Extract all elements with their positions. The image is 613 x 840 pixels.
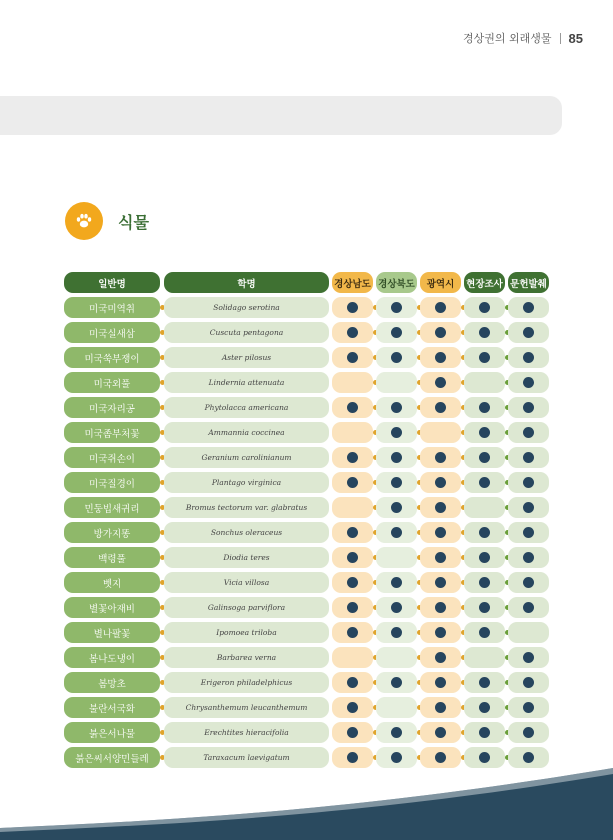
common-name-cell: 미국질경이 bbox=[64, 472, 160, 493]
table-row bbox=[64, 495, 552, 520]
presence-dot bbox=[347, 677, 358, 688]
species-table bbox=[64, 270, 552, 770]
col-header-gyeongbuk: 경상북도 bbox=[376, 272, 417, 293]
presence-dot bbox=[479, 402, 490, 413]
presence-dot bbox=[391, 452, 402, 463]
presence-dot bbox=[391, 602, 402, 613]
mark-cell-gyeongnam bbox=[332, 347, 373, 368]
mark-cell-metro-city bbox=[420, 447, 461, 468]
scientific-name-cell: Geranium carolinianum bbox=[164, 447, 329, 468]
presence-dot bbox=[523, 427, 534, 438]
presence-dot bbox=[435, 477, 446, 488]
presence-dot bbox=[523, 702, 534, 713]
mark-cell-gyeongbuk bbox=[376, 572, 417, 593]
mark-cell-gyeongnam bbox=[332, 422, 373, 443]
presence-dot bbox=[347, 527, 358, 538]
common-name-cell: 민둥빕새귀리 bbox=[64, 497, 160, 518]
mark-cell-metro-city bbox=[420, 522, 461, 543]
mark-cell-literature bbox=[508, 622, 549, 643]
presence-dot bbox=[435, 452, 446, 463]
table-body bbox=[64, 295, 552, 770]
mark-cell-literature bbox=[508, 297, 549, 318]
col-header-field-survey: 현장조사 bbox=[464, 272, 505, 293]
common-name-cell: 백령풀 bbox=[64, 547, 160, 568]
presence-dot bbox=[347, 602, 358, 613]
mark-cell-literature bbox=[508, 347, 549, 368]
mark-cell-literature bbox=[508, 597, 549, 618]
presence-dot bbox=[435, 527, 446, 538]
mark-cell-gyeongnam bbox=[332, 372, 373, 393]
presence-dot bbox=[435, 352, 446, 363]
presence-dot bbox=[435, 502, 446, 513]
presence-dot bbox=[479, 702, 490, 713]
mark-cell-gyeongbuk bbox=[376, 447, 417, 468]
scientific-name-cell: Barbarea verna bbox=[164, 647, 329, 668]
presence-dot bbox=[523, 727, 534, 738]
mark-cell-gyeongnam bbox=[332, 322, 373, 343]
mark-cell-metro-city bbox=[420, 372, 461, 393]
common-name-cell: 봄망초 bbox=[64, 672, 160, 693]
presence-dot bbox=[347, 702, 358, 713]
common-name-cell: 별나팔꽃 bbox=[64, 622, 160, 643]
mark-cell-metro-city bbox=[420, 647, 461, 668]
mark-cell-literature bbox=[508, 572, 549, 593]
mark-cell-literature bbox=[508, 397, 549, 418]
mark-cell-metro-city bbox=[420, 672, 461, 693]
presence-dot bbox=[347, 327, 358, 338]
table-row bbox=[64, 545, 552, 570]
presence-dot bbox=[523, 677, 534, 688]
mark-cell-gyeongnam bbox=[332, 597, 373, 618]
presence-dot bbox=[479, 627, 490, 638]
mark-cell-field-survey bbox=[464, 622, 505, 643]
scientific-name-cell: Erechtites hieracifolia bbox=[164, 722, 329, 743]
scientific-name-cell: Galinsoga parviflora bbox=[164, 597, 329, 618]
scientific-name-cell: Vicia villosa bbox=[164, 572, 329, 593]
table-header-row bbox=[64, 270, 552, 295]
mark-cell-gyeongnam bbox=[332, 697, 373, 718]
scientific-name-cell: Taraxacum laevigatum bbox=[164, 747, 329, 768]
presence-dot bbox=[435, 377, 446, 388]
presence-dot bbox=[391, 527, 402, 538]
mark-cell-metro-city bbox=[420, 297, 461, 318]
mark-cell-gyeongnam bbox=[332, 297, 373, 318]
table-row bbox=[64, 620, 552, 645]
presence-dot bbox=[435, 602, 446, 613]
mark-cell-field-survey bbox=[464, 447, 505, 468]
running-title: 경상권의 외래생물 bbox=[463, 32, 552, 45]
mark-cell-literature bbox=[508, 322, 549, 343]
table-row bbox=[64, 320, 552, 345]
mark-cell-literature bbox=[508, 522, 549, 543]
mark-cell-field-survey bbox=[464, 397, 505, 418]
presence-dot bbox=[347, 552, 358, 563]
paw-icon bbox=[65, 202, 103, 240]
section-title: 식물 bbox=[118, 213, 149, 232]
presence-dot bbox=[391, 577, 402, 588]
presence-dot bbox=[347, 577, 358, 588]
table-row bbox=[64, 520, 552, 545]
scientific-name-cell: Bromus tectorum var. glabratus bbox=[164, 497, 329, 518]
mark-cell-gyeongnam bbox=[332, 647, 373, 668]
mark-cell-literature bbox=[508, 422, 549, 443]
mark-cell-field-survey bbox=[464, 472, 505, 493]
mark-cell-gyeongbuk bbox=[376, 372, 417, 393]
presence-dot bbox=[435, 702, 446, 713]
mark-cell-gyeongbuk bbox=[376, 672, 417, 693]
presence-dot bbox=[391, 627, 402, 638]
common-name-cell: 벳지 bbox=[64, 572, 160, 593]
presence-dot bbox=[523, 452, 534, 463]
table-row bbox=[64, 470, 552, 495]
common-name-cell: 미국실새삼 bbox=[64, 322, 160, 343]
presence-dot bbox=[391, 502, 402, 513]
table-row bbox=[64, 345, 552, 370]
presence-dot bbox=[523, 577, 534, 588]
section-banner bbox=[0, 96, 562, 135]
table-row bbox=[64, 445, 552, 470]
mark-cell-gyeongbuk bbox=[376, 472, 417, 493]
common-name-cell: 미국쑥부쟁이 bbox=[64, 347, 160, 368]
mark-cell-gyeongnam bbox=[332, 622, 373, 643]
mark-cell-literature bbox=[508, 547, 549, 568]
mark-cell-gyeongbuk bbox=[376, 297, 417, 318]
mark-cell-metro-city bbox=[420, 347, 461, 368]
common-name-cell: 미국쥐손이 bbox=[64, 447, 160, 468]
scientific-name-cell: Lindernia attenuata bbox=[164, 372, 329, 393]
mark-cell-metro-city bbox=[420, 422, 461, 443]
mark-cell-literature bbox=[508, 447, 549, 468]
presence-dot bbox=[391, 677, 402, 688]
mark-cell-field-survey bbox=[464, 422, 505, 443]
presence-dot bbox=[391, 402, 402, 413]
mark-cell-gyeongnam bbox=[332, 547, 373, 568]
presence-dot bbox=[435, 652, 446, 663]
presence-dot bbox=[479, 527, 490, 538]
mark-cell-field-survey bbox=[464, 497, 505, 518]
scientific-name-cell: Plantago virginica bbox=[164, 472, 329, 493]
mark-cell-metro-city bbox=[420, 597, 461, 618]
scientific-name-cell: Phytolacca americana bbox=[164, 397, 329, 418]
mark-cell-gyeongbuk bbox=[376, 622, 417, 643]
mark-cell-gyeongbuk bbox=[376, 397, 417, 418]
table-row bbox=[64, 570, 552, 595]
mark-cell-metro-city bbox=[420, 547, 461, 568]
mark-cell-gyeongbuk bbox=[376, 697, 417, 718]
presence-dot bbox=[347, 627, 358, 638]
col-header-metro-city: 광역시 bbox=[420, 272, 461, 293]
mark-cell-field-survey bbox=[464, 522, 505, 543]
col-header-gyeongnam: 경상남도 bbox=[332, 272, 373, 293]
mark-cell-gyeongnam bbox=[332, 572, 373, 593]
mark-cell-literature bbox=[508, 372, 549, 393]
presence-dot bbox=[479, 477, 490, 488]
table-row bbox=[64, 645, 552, 670]
mark-cell-field-survey bbox=[464, 672, 505, 693]
header-divider bbox=[560, 33, 561, 44]
table-row bbox=[64, 595, 552, 620]
footer-wave bbox=[0, 740, 613, 840]
common-name-cell: 불란서국화 bbox=[64, 697, 160, 718]
mark-cell-field-survey bbox=[464, 347, 505, 368]
presence-dot bbox=[347, 302, 358, 313]
common-name-cell: 미국외풀 bbox=[64, 372, 160, 393]
mark-cell-field-survey bbox=[464, 322, 505, 343]
presence-dot bbox=[479, 452, 490, 463]
presence-dot bbox=[479, 327, 490, 338]
presence-dot bbox=[347, 452, 358, 463]
mark-cell-metro-city bbox=[420, 497, 461, 518]
common-name-cell: 붉은씨서양민들레 bbox=[64, 747, 160, 768]
presence-dot bbox=[391, 327, 402, 338]
presence-dot bbox=[479, 302, 490, 313]
mark-cell-literature bbox=[508, 697, 549, 718]
presence-dot bbox=[435, 677, 446, 688]
mark-cell-field-survey bbox=[464, 572, 505, 593]
mark-cell-gyeongnam bbox=[332, 522, 373, 543]
presence-dot bbox=[479, 427, 490, 438]
mark-cell-field-survey bbox=[464, 697, 505, 718]
mark-cell-gyeongnam bbox=[332, 672, 373, 693]
scientific-name-cell: Sonchus oleraceus bbox=[164, 522, 329, 543]
table-row bbox=[64, 295, 552, 320]
mark-cell-field-survey bbox=[464, 597, 505, 618]
presence-dot bbox=[435, 627, 446, 638]
presence-dot bbox=[435, 402, 446, 413]
mark-cell-gyeongbuk bbox=[376, 497, 417, 518]
mark-cell-gyeongbuk bbox=[376, 547, 417, 568]
presence-dot bbox=[479, 602, 490, 613]
presence-dot bbox=[523, 652, 534, 663]
scientific-name-cell: Ipomoea triloba bbox=[164, 622, 329, 643]
presence-dot bbox=[435, 302, 446, 313]
scientific-name-cell: Aster pilosus bbox=[164, 347, 329, 368]
presence-dot bbox=[479, 352, 490, 363]
presence-dot bbox=[347, 352, 358, 363]
col-header-scientific-name: 학명 bbox=[164, 272, 329, 293]
common-name-cell: 봄나도냉이 bbox=[64, 647, 160, 668]
mark-cell-field-survey bbox=[464, 647, 505, 668]
scientific-name-cell: Cuscuta pentagona bbox=[164, 322, 329, 343]
table-row bbox=[64, 695, 552, 720]
col-header-literature: 문헌발췌 bbox=[508, 272, 549, 293]
presence-dot bbox=[523, 302, 534, 313]
mark-cell-literature bbox=[508, 497, 549, 518]
mark-cell-metro-city bbox=[420, 397, 461, 418]
presence-dot bbox=[523, 352, 534, 363]
presence-dot bbox=[523, 377, 534, 388]
table-row bbox=[64, 670, 552, 695]
mark-cell-gyeongbuk bbox=[376, 422, 417, 443]
scientific-name-cell: Diodia teres bbox=[164, 547, 329, 568]
mark-cell-gyeongnam bbox=[332, 447, 373, 468]
presence-dot bbox=[523, 477, 534, 488]
page-number: 85 bbox=[568, 30, 583, 46]
mark-cell-field-survey bbox=[464, 547, 505, 568]
mark-cell-literature bbox=[508, 672, 549, 693]
col-header-common-name: 일반명 bbox=[64, 272, 160, 293]
presence-dot bbox=[435, 727, 446, 738]
presence-dot bbox=[391, 727, 402, 738]
common-name-cell: 별꽃아재비 bbox=[64, 597, 160, 618]
presence-dot bbox=[391, 302, 402, 313]
mark-cell-literature bbox=[508, 472, 549, 493]
presence-dot bbox=[391, 427, 402, 438]
mark-cell-gyeongnam bbox=[332, 472, 373, 493]
common-name-cell: 미국자리공 bbox=[64, 397, 160, 418]
mark-cell-gyeongnam bbox=[332, 397, 373, 418]
mark-cell-literature bbox=[508, 647, 549, 668]
mark-cell-gyeongbuk bbox=[376, 322, 417, 343]
mark-cell-metro-city bbox=[420, 622, 461, 643]
presence-dot bbox=[479, 552, 490, 563]
presence-dot bbox=[523, 527, 534, 538]
scientific-name-cell: Ammannia coccinea bbox=[164, 422, 329, 443]
mark-cell-gyeongbuk bbox=[376, 597, 417, 618]
table-row bbox=[64, 420, 552, 445]
common-name-cell: 미국좀부처꽃 bbox=[64, 422, 160, 443]
scientific-name-cell: Solidago serotina bbox=[164, 297, 329, 318]
mark-cell-gyeongnam bbox=[332, 497, 373, 518]
mark-cell-metro-city bbox=[420, 472, 461, 493]
presence-dot bbox=[391, 477, 402, 488]
presence-dot bbox=[479, 577, 490, 588]
presence-dot bbox=[479, 677, 490, 688]
mark-cell-metro-city bbox=[420, 322, 461, 343]
presence-dot bbox=[347, 727, 358, 738]
mark-cell-metro-city bbox=[420, 572, 461, 593]
scientific-name-cell: Chrysanthemum leucanthemum bbox=[164, 697, 329, 718]
presence-dot bbox=[347, 402, 358, 413]
presence-dot bbox=[523, 402, 534, 413]
mark-cell-gyeongbuk bbox=[376, 522, 417, 543]
table-row bbox=[64, 395, 552, 420]
mark-cell-field-survey bbox=[464, 372, 505, 393]
mark-cell-metro-city bbox=[420, 697, 461, 718]
presence-dot bbox=[347, 477, 358, 488]
common-name-cell: 붉은서나물 bbox=[64, 722, 160, 743]
presence-dot bbox=[479, 727, 490, 738]
mark-cell-gyeongbuk bbox=[376, 647, 417, 668]
table-row bbox=[64, 370, 552, 395]
presence-dot bbox=[523, 602, 534, 613]
mark-cell-gyeongbuk bbox=[376, 347, 417, 368]
presence-dot bbox=[523, 502, 534, 513]
presence-dot bbox=[435, 327, 446, 338]
scientific-name-cell: Erigeron philadelphicus bbox=[164, 672, 329, 693]
presence-dot bbox=[523, 552, 534, 563]
presence-dot bbox=[523, 327, 534, 338]
presence-dot bbox=[435, 552, 446, 563]
common-name-cell: 방가지똥 bbox=[64, 522, 160, 543]
presence-dot bbox=[435, 577, 446, 588]
presence-dot bbox=[391, 352, 402, 363]
common-name-cell: 미국미역취 bbox=[64, 297, 160, 318]
page-header bbox=[463, 30, 583, 46]
mark-cell-field-survey bbox=[464, 297, 505, 318]
